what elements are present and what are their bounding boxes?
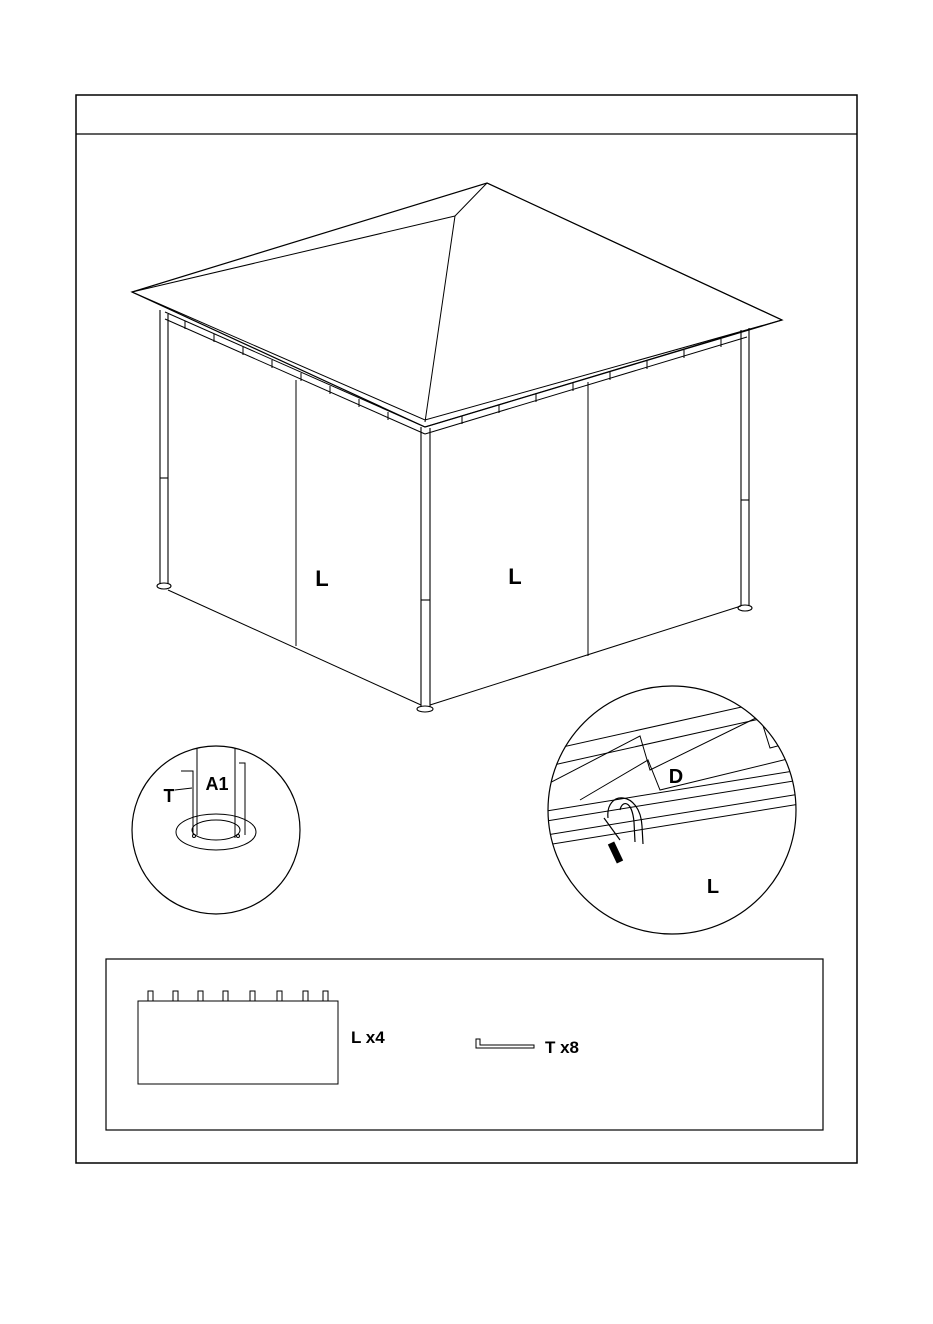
wall-label-detail: L xyxy=(706,876,720,898)
post-label: A1 xyxy=(205,774,229,794)
wall-label-right: L xyxy=(508,564,522,589)
wall-panel-quantity: L x4 xyxy=(351,1028,385,1047)
hook-detail xyxy=(540,686,800,934)
roof-label: D xyxy=(668,766,684,788)
parts-box xyxy=(106,959,823,1130)
wall-panel-part xyxy=(138,991,338,1084)
parts-box-frame xyxy=(106,959,823,1130)
peg-detail xyxy=(132,740,300,914)
peg-label: T xyxy=(163,786,175,806)
gazebo-roof xyxy=(132,183,782,427)
peg-detail-circle xyxy=(132,746,300,914)
wall-label-left: L xyxy=(315,566,329,591)
gazebo-walls xyxy=(168,380,741,705)
peg-quantity: T x8 xyxy=(545,1038,580,1057)
hook-detail-circle xyxy=(548,686,796,934)
peg-part xyxy=(476,1039,534,1048)
gazebo-illustration xyxy=(132,183,782,712)
